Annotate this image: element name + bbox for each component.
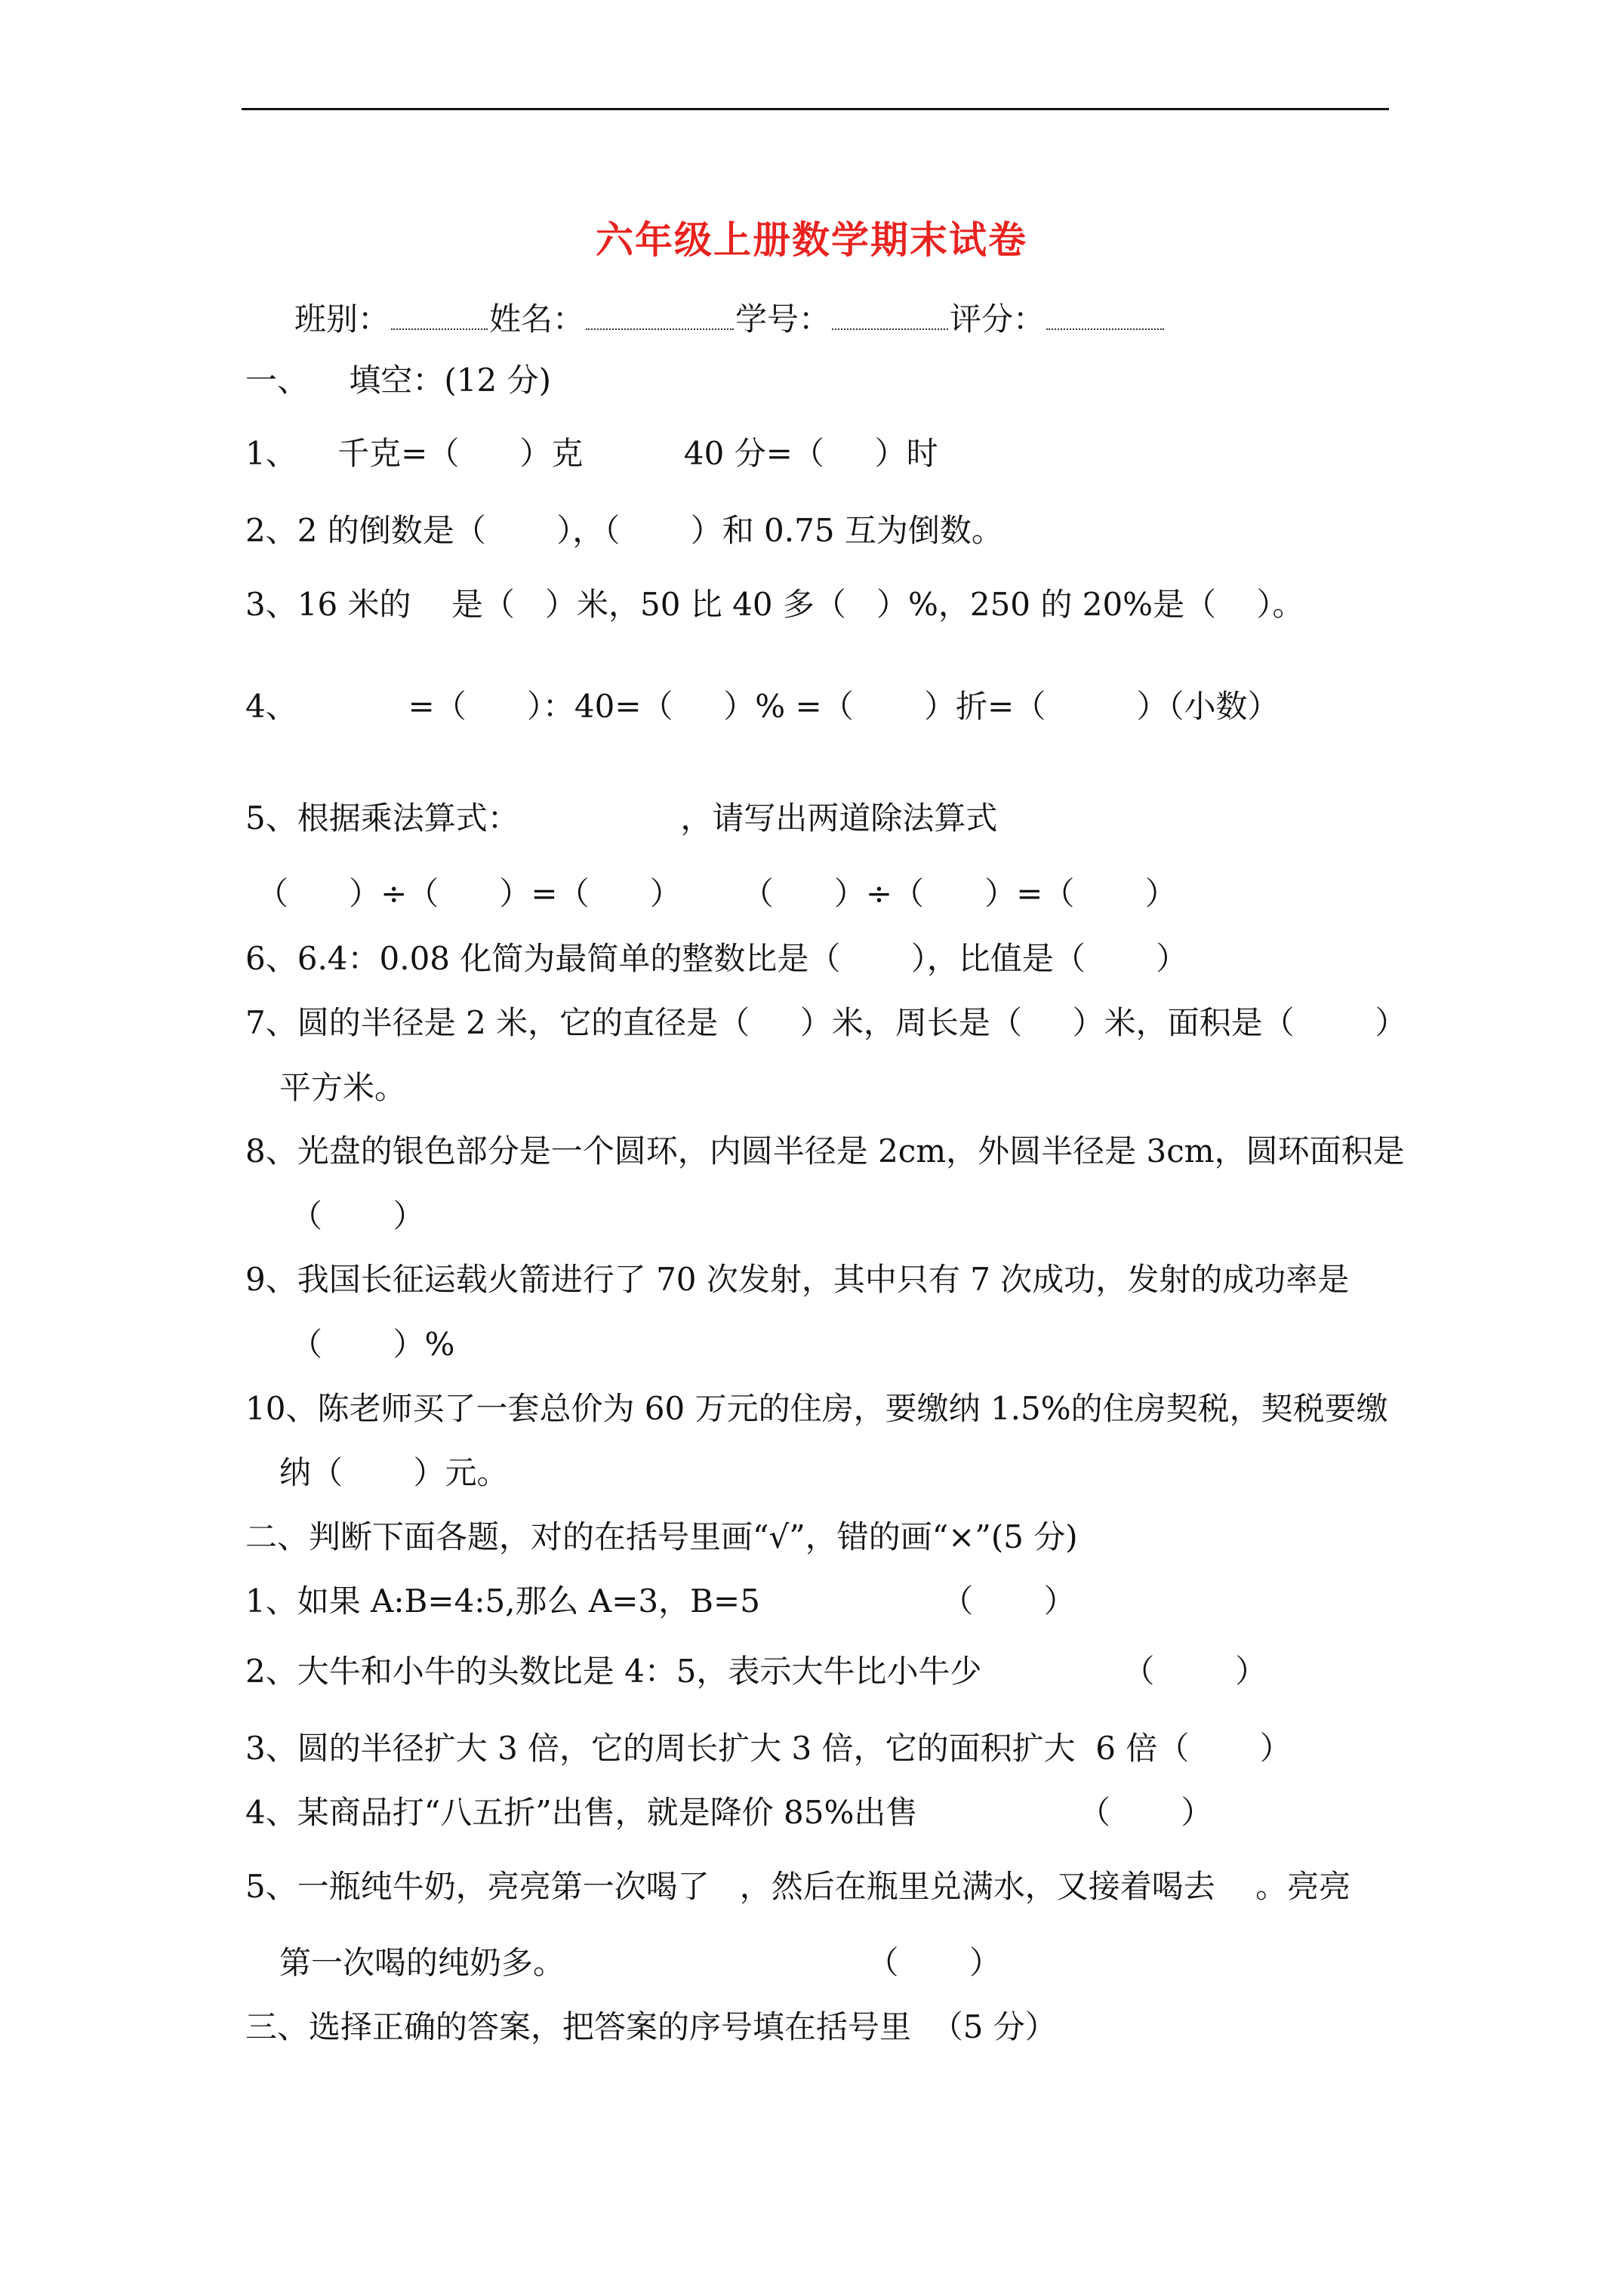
class-blank [391,328,488,330]
page-title: 六年级上册数学期末试卷 [596,217,1027,262]
question-2-1: 1、如果 A:B=4:5,那么 A=3，B=5 （ ） [245,1583,1076,1620]
question-1-8-cont: （ ） [291,1197,425,1234]
class-label: 班别： [294,300,390,337]
question-1-9-cont: （ ）% [291,1326,455,1363]
question-1-6: 6、6.4：0.08 化简为最简单的整数比是（ ），比值是（ ） [245,940,1188,977]
question-1-4: 4、 =（ ）：40=（ ）% =（ ）折=（ ）（小数） [245,688,1280,725]
question-2-5-cont: 第一次喝的纯奶多。 （ ） [279,1944,1001,1981]
question-1-8: 8、光盘的银色部分是一个圆环，内圆半径是 2cm，外圆半径是 3cm，圆环面积是 [245,1133,1405,1170]
number-blank [832,328,948,330]
question-1-5: 5、根据乘法算式： ，请写出两道除法算式 [245,800,998,837]
question-1-2: 2、2 的倒数是（ ），（ ）和 0.75 互为倒数。 [245,512,1003,549]
question-1-10-cont: 纳（ ）元。 [279,1454,509,1491]
question-2-3: 3、圆的半径扩大 3 倍，它的周长扩大 3 倍，它的面积扩大 6 倍（ ） [245,1730,1292,1767]
section-3-heading: 三、选择正确的答案，把答案的序号填在括号里 （5 分） [245,2008,1057,2045]
score-label: 评分： [950,300,1046,337]
header-rule [242,108,1389,110]
question-1-7: 7、圆的半径是 2 米，它的直径是（ ）米，周长是（ ）米，面积是（ ） [245,1004,1407,1041]
question-2-5: 5、一瓶纯牛奶，亮亮第一次喝了 ，然后在瓶里兑满水，又接着喝去 。亮亮 [245,1868,1351,1905]
section-2-heading: 二、判断下面各题，对的在括号里画“√”，错的画“×”(5 分) [245,1518,1078,1555]
name-label: 姓名： [489,300,585,337]
student-info-row [294,294,1166,340]
section-1-heading: 一、 填空：(12 分) [245,362,551,399]
question-1-10: 10、陈老师买了一套总价为 60 万元的住房，要缴纳 1.5%的住房契税，契税要缴 [245,1390,1388,1427]
question-2-2: 2、大牛和小牛的头数比是 4：5，表示大牛比小牛少 （ ） [245,1653,1267,1690]
question-1-7-cont: 平方米。 [279,1069,407,1106]
score-blank [1046,328,1164,330]
question-1-9: 9、我国长征运载火箭进行了 70 次发射，其中只有 7 次成功，发射的成功率是 [245,1261,1350,1298]
question-2-4: 4、某商品打“八五折”出售，就是降价 85%出售 （ ） [245,1794,1213,1831]
question-1-3: 3、16 米的 是（ ）米，50 比 40 多（ ）%，250 的 20%是（ ）。 [245,586,1304,623]
number-label: 学号： [735,300,831,337]
question-1-1: 1、 千克=（ ）克 40 分=（ ）时 [245,435,938,472]
question-1-5-answer: （ ）÷（ ）=（ ） （ ）÷（ ）=（ ） [257,875,1177,912]
name-blank [586,328,734,330]
